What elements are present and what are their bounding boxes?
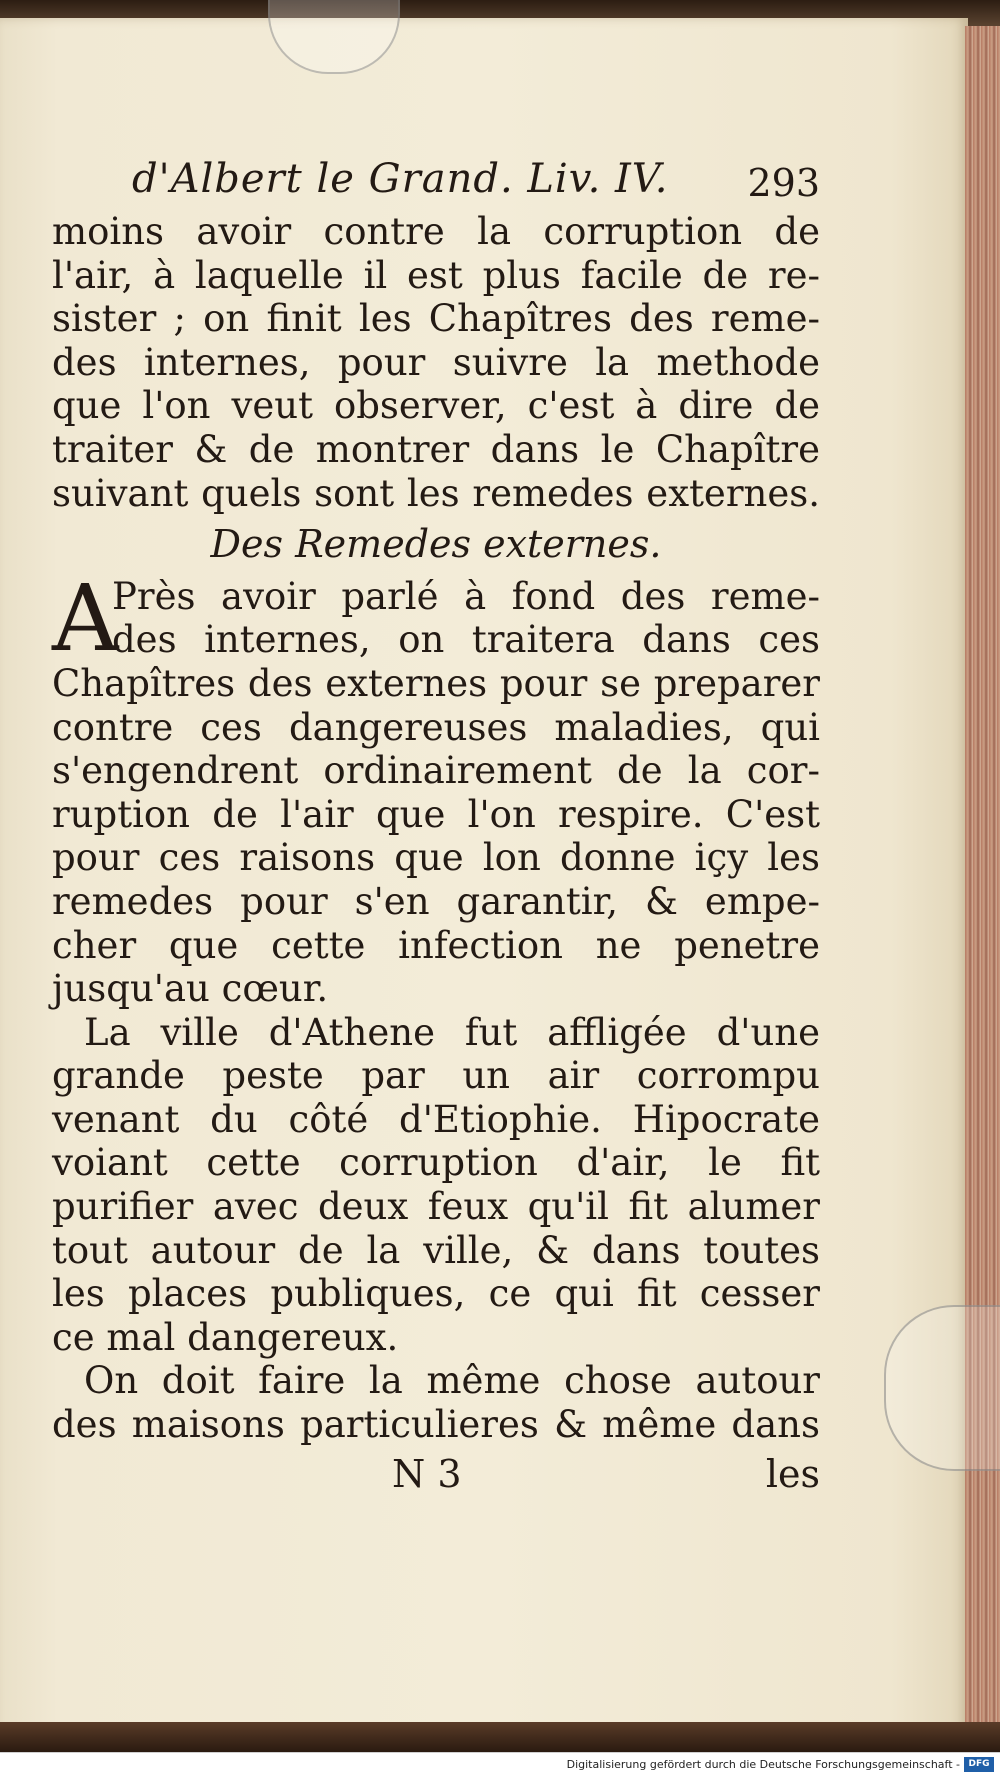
running-title: d'Albert le Grand. Liv. IV. [132, 156, 669, 202]
text-line: l'air, à laquelle il est plus facile de re- [52, 253, 820, 297]
text-line: que l'on veut observer, c'est à dire de [52, 384, 820, 428]
text-line: des maisons particulieres & même dans [52, 1403, 820, 1447]
text-line: cher que cette infection ne penetre [52, 923, 820, 967]
signature-mark: N 3 [392, 1451, 462, 1496]
funding-credit: Digitalisierung gefördert durch die Deutsche Forschungsgemeinschaft - [566, 1758, 960, 1771]
text-line: des internes, on traitera dans ces [112, 618, 820, 662]
drop-cap: A [52, 564, 119, 672]
text-line: jusqu'au cœur. [52, 967, 329, 1011]
text-line: les places publiques, ce qui fit cesser [52, 1272, 820, 1316]
page-text [52, 148, 820, 1503]
text-line: moins avoir contre la corruption de [52, 210, 820, 253]
text-line: ce mal dangereux. [52, 1315, 399, 1359]
section-heading: Des Remedes externes. [210, 522, 662, 567]
text-line: pour ces raisons que lon donne içy les [52, 836, 820, 880]
text-line: traiter & de montrer dans le Chapître [52, 427, 820, 471]
text-line: Près avoir parlé à fond des reme- [112, 574, 820, 618]
text-line: voiant cette corruption d'air, le fit [52, 1141, 820, 1185]
digitization-footer [0, 1752, 1000, 1778]
text-line: contre ces dangereuses maladies, qui [52, 705, 820, 749]
text-line: s'engendrent ordinairement de la cor- [52, 749, 820, 793]
paragraph-athens [52, 1011, 820, 1360]
page-fore-edge [965, 26, 1000, 1726]
paragraph-with-drop-cap [52, 564, 820, 1011]
dfg-logo-icon: DFG [964, 1757, 994, 1772]
catchword: les [765, 1451, 820, 1496]
text-line: La ville d'Athene fut affligée d'une [84, 1010, 820, 1054]
paragraph-houses [52, 1359, 820, 1446]
text-line: sister ; on finit les Chapîtres des reme- [52, 297, 820, 341]
page-number: 293 [747, 161, 820, 205]
text-line: des internes, pour suivre la methode [52, 340, 820, 384]
text-line: Chapîtres des externes pour se preparer [52, 661, 820, 705]
running-header [52, 148, 820, 210]
scan-bottom-edge [0, 1722, 1000, 1752]
glass-clip-right [884, 1305, 1000, 1471]
text-line: purifier avec deux feux qu'il fit alumer [52, 1185, 820, 1229]
text-line: ruption de l'air que l'on respire. C'est [52, 792, 820, 836]
text-line: venant du côté d'Etiophie. Hipocrate [52, 1097, 820, 1141]
text-line: remedes pour s'en garantir, & empe- [52, 879, 820, 923]
intro-paragraph [52, 210, 820, 515]
page-foot [52, 1451, 820, 1503]
text-line: tout autour de la ville, & dans toutes [52, 1228, 820, 1272]
text-line: On doit faire la même chose autour [84, 1359, 820, 1403]
text-line: suivant quels sont les remedes externes. [52, 471, 820, 515]
text-line: grande peste par un air corrompu [52, 1054, 820, 1098]
